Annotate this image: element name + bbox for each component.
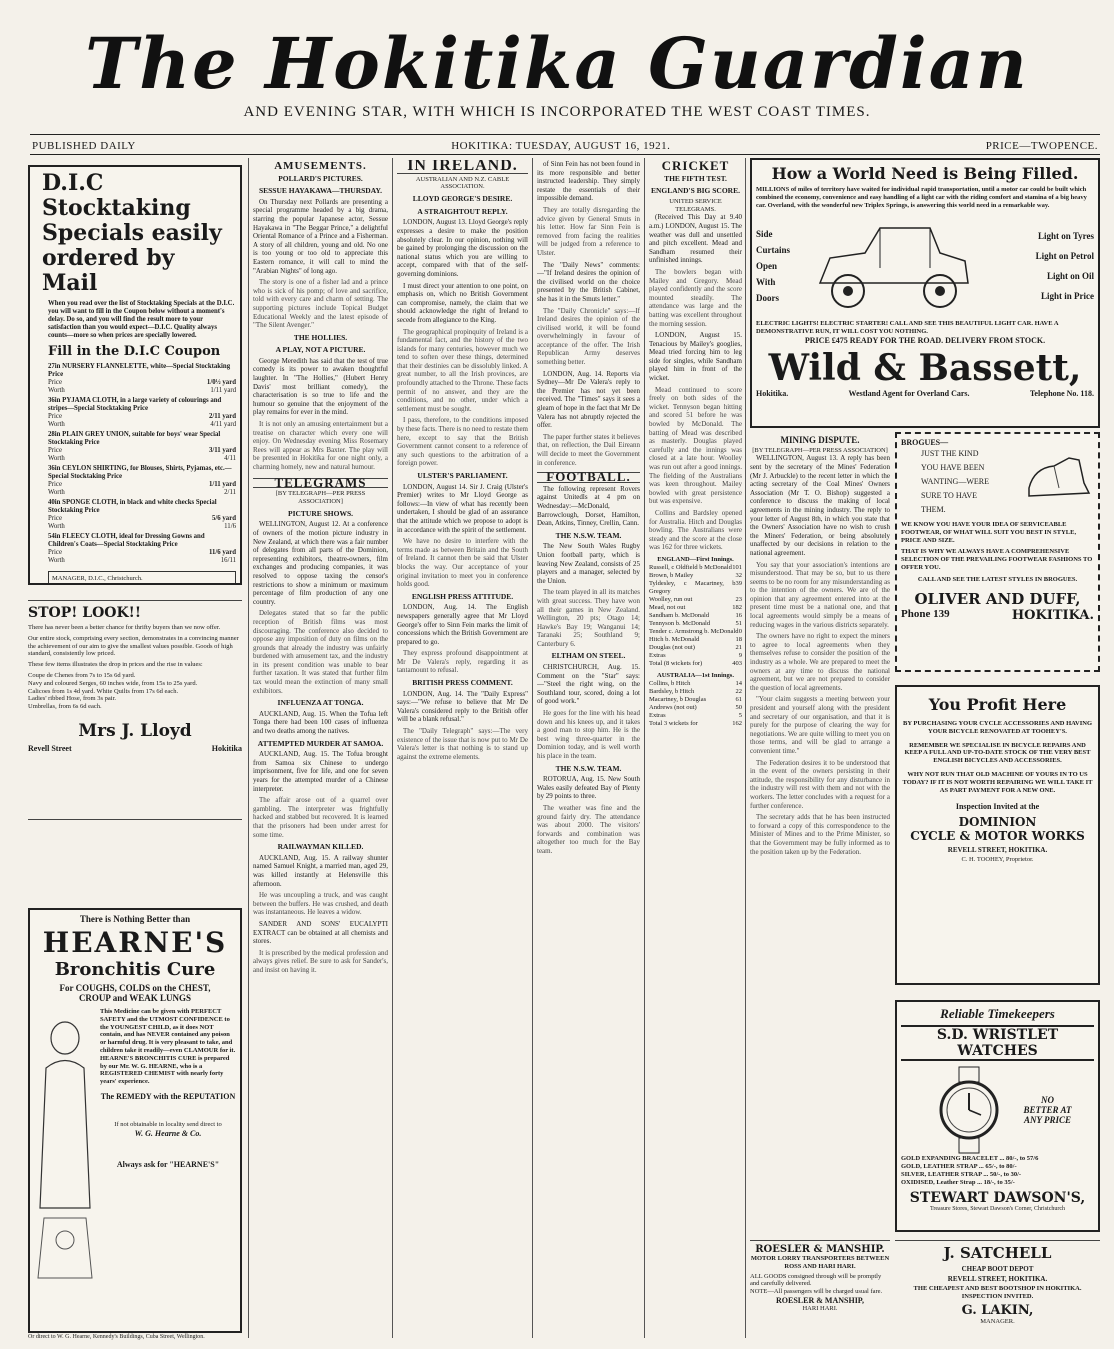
newspaper-subtitle: AND EVENING STAR, WITH WHICH IS INCORPORATED THE WEST COAST TIMES. bbox=[243, 104, 871, 120]
watch-title: S.D. WRISTLET WATCHES bbox=[901, 1025, 1094, 1061]
brogues-name: OLIVER AND DUFF, bbox=[914, 589, 1081, 608]
brogues-ad bbox=[895, 432, 1100, 672]
column-filler: We have no desire to interfere with the terms made as between Britain and the South of Ireland. It cannot then be said that Ulster blocks the way. Our acceptance of your original invitation to meet you in conference holds good. bbox=[397, 537, 528, 589]
stop-look-ad bbox=[28, 600, 242, 820]
column-filler: The story is one of a fisher lad and a prince who is sick of his pomp; of love and sacrifice, told with every care and charm of setting. The supporting pictures include Topical Budget Educational Weekly and the latest episode of "The Silent Avenger." bbox=[253, 278, 388, 330]
innings-row bbox=[649, 680, 742, 688]
batsman: Andrews (not out) bbox=[649, 703, 697, 711]
runs: 32 bbox=[735, 571, 742, 579]
dic-item-worth: 11/6 bbox=[224, 523, 236, 530]
rotorua-heading: THE N.S.W. TEAM. bbox=[555, 763, 622, 773]
dic-form-text bbox=[52, 583, 232, 585]
dic-item-worth: 2/11 bbox=[224, 489, 236, 496]
brogues-line: JUST THE KIND bbox=[921, 449, 979, 458]
rotorua-text: ROTORUA, Aug. 15. New South Wales easily defeated Bay of Plenty by 29 points to three. bbox=[537, 775, 640, 801]
roesler-manship-ad bbox=[750, 1240, 890, 1340]
australia-innings-title: AUSTRALIA—1st Innings. bbox=[657, 671, 734, 679]
column-amusements bbox=[253, 160, 388, 1340]
column-filler: He was uncoupling a truck, and was caught between the buffers. He was crushed, and death was instantaneous. He leaves a widow. bbox=[253, 891, 388, 917]
roesler-town: HARI HARI. bbox=[802, 1304, 838, 1312]
car-feature-right: Light on Oil bbox=[1046, 270, 1094, 281]
hearne-ask: Always ask for "HEARNE'S" bbox=[116, 1159, 220, 1169]
pollards-subheading: SESSUE HAYAKAWA—THURSDAY. bbox=[258, 186, 383, 196]
football-text: The following represent Rovers against Unitedls at 4 pm on Wednesday:—McDonald, Barrowclough, Dorset, Hamilton, Dean, Atkins, Tinney, Crellin, Cann. bbox=[537, 484, 640, 528]
innings-row bbox=[649, 612, 742, 620]
brogues-line: WANTING—WERE bbox=[921, 477, 989, 486]
dic-item-price-label: Price bbox=[48, 515, 62, 522]
mining-note: [BY TELEGRAPH—PER PRESS ASSOCIATION] bbox=[752, 446, 888, 454]
cricket-note: UNITED SERVICE TELEGRAMS. bbox=[669, 197, 722, 213]
car-dealer: Wild & Bassett, bbox=[768, 346, 1082, 389]
picture-shows-text: WELLINGTON, August 12. At a conference of owners of the motion picture industry in New Zealand, at which there was a fair number of delegates from all parts of the Dominion, representing exhibitors, theatre-owners, film exchanges and producing companies, it was resolved to oppose taxing the censor's restrictions to show a minimum or maximum percentage of film production of any one country. bbox=[253, 520, 388, 606]
dic-item bbox=[48, 499, 236, 531]
brogue-shoe-illustration bbox=[1024, 438, 1094, 508]
dic-item-price: 5/6 yard bbox=[212, 515, 236, 522]
profit-line: BY PURCHASING YOUR CYCLE ACCESSORIES AND HAVING YOUR BICYCLE RENOVATED AT TOOHEY'S. bbox=[902, 720, 1092, 735]
roesler-l3: NOTE—All passengers will be charged usual fare. bbox=[750, 1288, 883, 1296]
column-filler: The "Daily Chronicle" says:—If Ireland desires the opinion of the civilised world, it will be found overwhelmingly in favour of acceptance of the offer. The Irish Republican Army deserves something better. bbox=[537, 306, 640, 367]
masthead-rule-bottom bbox=[30, 154, 1100, 155]
column-filler: They express profound disappointment at Mr De Valera's reply, regarding it as tantamount to refusal. bbox=[397, 649, 528, 675]
batsman: Russell, c Oldfield b McDonald bbox=[649, 563, 732, 571]
stop-title: STOP! LOOK!! bbox=[28, 605, 141, 621]
car-feature-right: Light in Price bbox=[1041, 290, 1094, 301]
satchell-l3: THE CHEAPEST AND BEST BOOTSHOP IN HOKITIKA. INSPECTION INVITED. bbox=[913, 1285, 1082, 1300]
brogues-phone: Phone 139 bbox=[901, 607, 950, 620]
satchell-l2: REVELL STREET, HOKITIKA. bbox=[947, 1275, 1048, 1283]
column-mining bbox=[750, 432, 890, 1332]
brogues-text-2: THAT IS WHY WE ALWAYS HAVE A COMPREHENSIVE SELECTION OF THE PREVAILING FOOTWEAR FASHIONS TO OFFER YOU. bbox=[901, 548, 1093, 571]
stop-l4: Ladies' ribbed Hose, from 3s pair. bbox=[28, 695, 116, 703]
innings-row bbox=[649, 652, 742, 660]
car-feature-left: Open bbox=[756, 260, 778, 271]
batsman: Tennyson b. McDonald bbox=[649, 619, 711, 627]
dic-item-price: 3/11 yard bbox=[208, 447, 236, 454]
dic-ad bbox=[28, 165, 242, 585]
dic-item-worth: 4/11 bbox=[224, 455, 236, 462]
published-label: PUBLISHED DAILY bbox=[32, 140, 136, 152]
column-rule bbox=[644, 158, 645, 1338]
railway-heading: RAILWAYMAN KILLED. bbox=[277, 842, 364, 852]
samoa-heading: ATTEMPTED MURDER AT SAMOA. bbox=[257, 738, 384, 748]
pollards-heading: POLLARD'S PICTURES. bbox=[278, 173, 363, 183]
profit-name-1: DOMINION bbox=[958, 815, 1037, 830]
dic-item-price: 1/11 yard bbox=[208, 481, 236, 488]
dic-item-price: 11/6 yard bbox=[208, 549, 236, 556]
sinnfein-text-1: of Sinn Fein has not been found in its more responsible and better instructed leadership. They simply restate the essentials of their impossible demand. bbox=[537, 160, 640, 203]
british-text: LONDON, Aug. 14. The "Daily Express" says:—"We refuse to believe that Mr De Valera's considered reply to the British offer will be a blank refusal." bbox=[397, 689, 528, 724]
stewart-dawson-watch-ad bbox=[895, 1000, 1100, 1232]
cricket-score-heading: ENGLAND'S BIG SCORE. bbox=[651, 186, 740, 196]
sinnfein-text-2: The "Daily News" comments:—"If Ireland desires the opinion of the civilised world on the choice presented by the British Cabinet, she has it in the Smuts letter." bbox=[537, 260, 640, 303]
issue-date: HOKITIKA: TUESDAY, AUGUST 16, 1921. bbox=[451, 140, 671, 152]
car-starter: ELECTRIC LIGHTS! ELECTRIC STARTER! CALL AND SEE THIS BEAUTIFUL LIGHT CAR. HAVE A DEMONSTRATIVE RUN, IT WILL COST YOU NOTHING. bbox=[756, 320, 1059, 336]
dic-item bbox=[48, 431, 236, 463]
satchell-l1: CHEAP BOOT DEPOT bbox=[961, 1265, 1034, 1273]
roesler-title: ROESLER & MANSHIP. bbox=[755, 1244, 885, 1255]
dic-intro: When you read over the list of Stocktaking Specials at the D.I.C. you will want to fill in the Coupon below without a moment's delay. Do so, and you will find the result more to your satisfaction than you would expect—D.I.C. Quality always counts—more so when prices are specially lowered. bbox=[48, 300, 235, 339]
runs: 61 bbox=[735, 695, 742, 703]
innings-row bbox=[649, 572, 742, 580]
stop-p3: These few items illustrates the drop in prices and the rise in values: bbox=[28, 661, 203, 669]
column-cricket bbox=[649, 160, 742, 1340]
hearne-top: There is Nothing Better than bbox=[79, 914, 191, 924]
profit-proprietor: C. H. TOOHEY, Proprietor. bbox=[961, 856, 1034, 864]
stop-l1: Coupe de Chenes from 7s to 15s 6d yard. bbox=[28, 671, 136, 679]
column-filler: Collins and Bardsley opened for Australia. Hitch and Douglas bowling. The Australians were steady and the score at the close was 162 for three wickets. bbox=[649, 508, 742, 552]
batsman: Collins, b Hitch bbox=[649, 679, 691, 687]
dic-item-worth-label: Worth bbox=[48, 523, 65, 530]
hearne-body: This Medicine can be given with PERFECT SAFETY and the UTMOST CONFIDENCE to the YOUNGEST CHILD, as it does NOT contain, and has NEVER contained any poison or harmful drug. It is very pleasant to take, and children take it readily—even CLAMOUR for it. HEARNE'S BRONCHITIS CURE is prepared by our Mr. W. G. HEARNE, who is a REGISTERED CHEMIST with nearly forty years' experience. bbox=[100, 1008, 236, 1086]
column-filler: The affair arose out of a quarrel over gambling. The interpreter was frightfully hacked and stabbed but recovered. It is learned that the prisoners had been under arrest for some time. bbox=[253, 796, 388, 839]
stop-p2: Our entire stock, comprising every section, demonstrates in a convincing manner the achievement of our aim to give the smallest values possible. Goods of high standard, consistently low priced. bbox=[28, 634, 239, 658]
hearne-obtain: If not obtainable in locality send direct to bbox=[114, 1120, 222, 1128]
innings-row bbox=[649, 564, 742, 572]
dic-item-worth-label: Worth bbox=[48, 387, 65, 394]
batsman: Total (8 wickets for) bbox=[649, 659, 703, 667]
brogues-line: YOU HAVE BEEN bbox=[921, 463, 985, 472]
sander-text: SANDER AND SONS' EUCALYPTI EXTRACT can be obtained at all chemists and stores. bbox=[253, 919, 388, 946]
stop-street: Revell Street bbox=[28, 743, 72, 753]
dic-item-text: 36in PYJAMA CLOTH, in a large variety of colourings and stripes—Special Stocktaking Price bbox=[48, 397, 222, 412]
profit-street: REVELL STREET, HOKITIKA. bbox=[947, 846, 1048, 855]
batsman: Bardsley, b Hitch bbox=[649, 687, 695, 695]
masthead bbox=[0, 0, 1114, 150]
wristwatch-illustration bbox=[924, 1065, 1014, 1155]
runs: 403 bbox=[732, 659, 742, 667]
dic-item bbox=[48, 363, 236, 395]
hearne-for-2: CROUP and WEAK LUNGS bbox=[78, 993, 192, 1003]
dic-order-form bbox=[48, 571, 236, 585]
press-heading: ENGLISH PRESS ATTITUDE. bbox=[411, 591, 514, 601]
stop-l3: Calicoes from 1s 4d yard. White Quilts from 17s 6d each. bbox=[28, 687, 179, 695]
batsman: Douglas (not out) bbox=[649, 643, 695, 651]
brogues-text-3: CALL AND SEE THE LATEST STYLES IN BROGUES. bbox=[917, 575, 1078, 583]
dic-item-text: 40in SPONGE CLOTH, in black and white checks Special Stocktaking Price bbox=[48, 499, 217, 514]
england-innings-table bbox=[649, 564, 742, 668]
innings-row bbox=[649, 596, 742, 604]
picture-shows-heading: PICTURE SHOWS. bbox=[287, 508, 353, 518]
dic-item-price: 1/0½ yard bbox=[206, 379, 236, 386]
hearne-name: HEARNE'S bbox=[42, 926, 228, 959]
column-filler: You say that your association's intentions are misunderstood. That may be so, but to us there seems to be no room for any misunderstanding as to the intention of the owners. We are of the opinion that any agreement entered into at the present time must be a national one, and that local agreements would simply be a means of reducing wages in the various districts separately. bbox=[750, 560, 890, 629]
roesler-name: ROESLER & MANSHIP, bbox=[776, 1295, 864, 1305]
dic-item-price-label: Price bbox=[48, 379, 62, 386]
watch-price-item: GOLD, LEATHER STRAP ... 65/-, to 80/- bbox=[901, 1163, 1017, 1170]
car-feature-left: With bbox=[756, 276, 776, 287]
column-filler: "Your claim suggests a meeting between your president and yourself along with the president and secretary of our organisation, and that it is purely for the purpose of clearing the way for negotiations. We are quite willing to meet you on those terms, and will be glad to arrange a convenient time." bbox=[750, 695, 890, 755]
hearne-ad bbox=[28, 908, 242, 1333]
column-filler: The secretary adds that he has been instructed to forward a copy of this correspondence to the Minister of Mines and to the Prime Minister, so that the Government may be fully informed as to the position taken up by the Federation. bbox=[750, 813, 890, 856]
influenza-text: AUCKLAND, Aug. 15. When the Tofua left Tonga there had been 100 cases of influenza and two deaths among the natives. bbox=[253, 709, 388, 736]
innings-row bbox=[649, 704, 742, 712]
eltham-heading: ELTHAM ON STEEL. bbox=[551, 651, 626, 661]
watch-dealer-name: STEWART DAWSON'S, bbox=[909, 1190, 1086, 1206]
hollies-text: George Meredith has said that the test of true comedy is its power to awaken thoughtful laughter. In "The Hollies," (Hubert Henry Davis' most brilliant comedy), the characterisation is so true to life and the humour so genuine that the enjoyment of the play remains for ever in the mind. bbox=[253, 356, 388, 417]
batsman: Extras bbox=[649, 651, 666, 659]
column-filler: He goes for the line with his head down and his knees up, and it takes a good man to stop him. He is the best wing three-quarter in the Dominion today, and is well worth his place in the team. bbox=[537, 709, 640, 760]
dateline bbox=[32, 140, 1098, 152]
dic-item bbox=[48, 397, 236, 429]
satchell-manager-role: MANAGER. bbox=[980, 1317, 1015, 1325]
dic-item-text: 28in PLAIN GREY UNION, suitable for boys' wear Special Stocktaking Price bbox=[48, 431, 221, 446]
eltham-text: CHRISTCHURCH, Aug. 15. Comment on the "Star" says:—"Steel the right wing, on the Southland tour, scored, doing a lot of good work." bbox=[537, 663, 640, 706]
cricket-heading: CRICKET bbox=[661, 160, 730, 173]
batsman: Sandham b. McDonald bbox=[649, 611, 710, 619]
dic-item-worth-label: Worth bbox=[48, 489, 65, 496]
hearne-footer: Or direct to W. G. Hearne, Kennedy's Buildings, Cuba Street, Wellington. bbox=[28, 1334, 205, 1340]
innings-row bbox=[649, 604, 742, 612]
column-filler: The geographical propinquity of Ireland is a fundamental fact, and the history of the two islands for many centuries, however much we tend to soften over these things, determined that their destinies can be dissolubly linked. A great number, to all the Irish provinces, are profoundly attached to the Throne. These facts permit of no answer, and they are the conditions, and no other, under which a settlement must be sought. bbox=[397, 327, 528, 413]
roesler-l2: ALL GOODS consigned through will be promptly and carefully delivered. bbox=[750, 1272, 882, 1288]
batsman: Woolley, run out bbox=[649, 595, 693, 603]
column-filler: The Federation desires it to be understood that in the event of the owners persisting in their attitude, the responsibility for any disturbance in the industry will rest with them and not with the workers. The letter concludes with a request for a further conference. bbox=[750, 758, 890, 810]
column-rule bbox=[745, 158, 746, 1338]
ulster-heading: ULSTER'S PARLIAMENT. bbox=[417, 471, 508, 480]
satchell-manager-name: G. LAKIN, bbox=[961, 1302, 1034, 1318]
car-phone: Telephone No. 118. bbox=[1029, 388, 1094, 398]
football-heading: FOOTBALL. bbox=[537, 472, 640, 483]
roesler-l1: MOTOR LORRY TRANSPORTERS BETWEEN ROSS AND HARI HARI. bbox=[750, 1255, 890, 1270]
cricket-text-1: (Received This Day at 9.40 a.m.) LONDON, August 15. The weather was dull and unsettled and pitch excellent. Mead and Sandham resumed their unfinished innings. bbox=[649, 213, 742, 265]
innings-row bbox=[649, 712, 742, 720]
ulster-text: LONDON, August 14. Sir J. Craig (Ulster's Premier) writes to Mr Lloyd George as follows:—In view of what has recently been undertaken, I should be glad of an assurance that the attitude which we propose to adopt is in accordance with the spirit of the settlement. bbox=[397, 482, 528, 534]
hearne-for-1: For COUGHS, COLDS on the CHEST, bbox=[59, 983, 211, 993]
dic-item-worth: 4/11 yard bbox=[210, 421, 236, 428]
car-agent: Westland Agent for Overland Cars. bbox=[848, 388, 970, 398]
dic-item-price-label: Price bbox=[48, 413, 62, 420]
hearne-company: W. G. Hearne & Co. bbox=[134, 1128, 202, 1138]
ireland-text-2: I must direct your attention to one point, on emphasis on, which no British Government can compromise, namely, the claim that we should acknowledge the right of Ireland to secede from allegiance to the King. bbox=[397, 281, 528, 324]
brogues-text-1: WE KNOW YOU HAVE YOUR IDEA OF SERVICEABLE FOOTWEAR, OF WHAT WILL SUIT YOU BEST IN STYLE, PRICE AND SIZE. bbox=[901, 521, 1077, 544]
stop-l2: Navy and coloured Serges, 60 inches wide, from 15s to 25s yard. bbox=[28, 679, 198, 687]
profit-lines bbox=[901, 720, 1094, 794]
dic-item-price-label: Price bbox=[48, 481, 62, 488]
toohey-cycle-ad bbox=[895, 685, 1100, 985]
samoa-text: AUCKLAND, Aug. 15. The Tofua brought from Samoa six Chinese to undergo imprisonment, five for life, and one for seven years for the attempted murder of a Chinese interpreter. bbox=[253, 750, 388, 793]
batsman: Mead, not out bbox=[649, 603, 686, 611]
profit-inspection: Inspection Invited at the bbox=[955, 802, 1040, 812]
car-features-right bbox=[975, 226, 1094, 306]
dic-item-worth: 1/11 yard bbox=[210, 387, 236, 394]
dic-item-price-label: Price bbox=[48, 549, 62, 556]
runs: 14 bbox=[735, 679, 742, 687]
runs: 16 bbox=[735, 611, 742, 619]
brogues-lines bbox=[921, 447, 1024, 517]
batsman: Hitch b. McDonald bbox=[649, 635, 700, 643]
railway-text: AUCKLAND, Aug. 15. A railway shunter named Samuel Knight, a married man, aged 29, was killed instantly at Helensville this afternoon. bbox=[253, 853, 388, 888]
dic-item-list bbox=[48, 363, 236, 565]
column-rule bbox=[392, 158, 393, 1338]
mining-text: WELLINGTON, August 13. A reply has been sent by the secretary of the Mines' Federation (Mr J. Arbuckle) to the recent letter in which the acting secretary of the Coal Mines' Owners Association (Mr T. O. Bishop) suggested a conference to discuss the making of local agreements in the mining industry. The reply to your letter of August 8th, in which you state that the Owners' Association have no wish to crush the Miners' Federation, or being absolutely unaffected by our decisions in relation to the national agreement. bbox=[750, 454, 890, 557]
hearne-product: Bronchitis Cure bbox=[54, 959, 216, 980]
stop-l5: Umbrellas, from 6s 6d each. bbox=[28, 703, 102, 711]
column-filler: The paper further states it believes that, on reflection, the Dail Eireann will decide to meet the Government in conference. bbox=[537, 432, 640, 467]
brogues-line: SURE TO HAVE bbox=[921, 491, 978, 500]
batsman: Tyldesley, c Macartney, b Gregory bbox=[649, 579, 736, 595]
car-price: PRICE £475 READY FOR THE ROAD. DELIVERY FROM STOCK. bbox=[804, 335, 1046, 345]
press-text: LONDON, Aug. 14. The English newspapers generally agree that Mr Lloyd George's offer to Sinn Fein marks the limit of concessions which the British Government are prepared to go. bbox=[397, 603, 528, 646]
innings-row bbox=[649, 628, 742, 636]
column-filler: The weather was fine and the ground fairly dry. The attendance was about 2000. The visitors' forwards and combination was altogether too much for the Bay team. bbox=[537, 803, 640, 855]
innings-row bbox=[649, 660, 742, 668]
runs: 50 bbox=[735, 703, 742, 711]
dic-headline-3: ordered by Mail bbox=[42, 245, 175, 296]
runs: 162 bbox=[732, 719, 742, 727]
dic-item-worth-label: Worth bbox=[48, 421, 65, 428]
nsw-text: The New South Wales Rugby Union football party, which is leaving New Zealand, consists of 25 players and a manager, selected by the Union. bbox=[537, 542, 640, 585]
column-rule bbox=[532, 158, 533, 1338]
column-rule bbox=[248, 158, 249, 1338]
column-filler: The bowlers began with Mailey and Gregory. Mead played confidently and the score mounted steadily. The attendance was large and the batting was excellent throughout the morning session. bbox=[649, 267, 742, 328]
hearne-remedy: The REMEDY with the REPUTATION bbox=[100, 1091, 236, 1101]
column-filler: It is prescribed by the medical profession and always gives relief. Be sure to ask for Sander's, and insist on having it. bbox=[253, 948, 388, 974]
innings-row bbox=[649, 636, 742, 644]
dic-item bbox=[48, 533, 236, 565]
influenza-heading: INFLUENZA AT TONGA. bbox=[277, 698, 364, 708]
watch-price-item: OXIDISED, Leather Strap ... 18/-, to 35/- bbox=[901, 1179, 1015, 1186]
stop-town: Hokitika bbox=[211, 743, 242, 753]
ireland-sub-2: A STRAIGHTOUT REPLY. bbox=[417, 206, 508, 216]
stop-p1: There has never been a better chance for thrifty buyers than we now offer. bbox=[28, 624, 221, 631]
column-sinn-fein-football bbox=[537, 160, 640, 1340]
dic-form-to: MANAGER, D.I.C., Christchurch. bbox=[52, 575, 143, 582]
cricket-text-2: LONDON, August 15. Tenacious by Mailey's googlies, Mead tried forcing him to leg side for singles, while Sandham played him in front of the wicket. bbox=[649, 331, 742, 383]
batsman: Macartney, b Douglas bbox=[649, 695, 707, 703]
runs: 182 bbox=[732, 603, 742, 611]
dic-item-worth-label: Worth bbox=[48, 557, 65, 564]
watch-reliable: Reliable Timekeepers bbox=[940, 1006, 1055, 1021]
runs: 5 bbox=[738, 711, 742, 719]
car-feature-right: Light on Tyres bbox=[1037, 230, 1094, 241]
profit-line: REMEMBER WE SPECIALISE IN BICYCLE REPAIRS AND KEEP A FULL AND UP-TO-DATE STOCK OF THE VERY BEST ENGLISH BICYCLES AND ACCESSORIES. bbox=[904, 741, 1091, 765]
car-feature-left: Curtains bbox=[756, 244, 791, 255]
overland-car-illustration bbox=[810, 213, 975, 318]
hollies-heading: THE HOLLIES. bbox=[293, 332, 348, 342]
column-filler: The owners have no right to expect the miners to agree to local agreements when they themselves refuse to consider the position of the industry as a whole. We are prepared to meet the owners at any time to discuss the national agreement, but we are not prepared to consider the question of local agreements. bbox=[750, 632, 890, 692]
column-filler: It is not only an amusing entertainment but a treatise on character which every one will enjoy. On Wednesday evening Miss Rosemary Rees will appear as Mrs Baxter. The play will be presented in Hokitika for one night only, a charming homely, new and natural humour. bbox=[253, 420, 388, 471]
watch-price-item: SILVER, LEATHER STRAP ... 50/-, to 30/- bbox=[901, 1171, 1022, 1178]
runs: 22 bbox=[735, 687, 742, 695]
british-heading: BRITISH PRESS COMMENT. bbox=[412, 678, 513, 688]
column-ireland bbox=[397, 160, 528, 1340]
ireland-heading: IN IRELAND. bbox=[397, 162, 528, 174]
car-town: Hokitika. bbox=[756, 388, 789, 398]
brogues-town: HOKITIKA. bbox=[1011, 607, 1094, 623]
runs: 51 bbox=[735, 619, 742, 627]
hollies-subheading: A PLAY, NOT A PICTURE. bbox=[275, 345, 366, 355]
dic-item-price-label: Price bbox=[48, 447, 62, 454]
ireland-sub-1: LLOYD GEORGE'S DESIRE. bbox=[412, 194, 513, 204]
batsman: Tender c. Armstrong b. McDonald bbox=[649, 627, 739, 635]
column-filler: Delegates stated that so far the public reception of British films was most discouraging. The conference also decided to oppose any imposition of duty on films on the grounds that already the industry was unfairly burdened with amusement tax, and the industry in its present condition was unable to bear further taxation. It was stated that further film tax would mean the extinction of many small exhibitors. bbox=[253, 609, 388, 695]
car-headline: How a World Need is Being Filled. bbox=[771, 164, 1079, 183]
dic-coupon-title: Fill in the D.I.C Coupon bbox=[48, 344, 221, 359]
satchell-ad bbox=[895, 1240, 1100, 1340]
runs: 21 bbox=[735, 643, 742, 651]
dic-headline-2: Specials easily bbox=[42, 220, 222, 246]
mining-heading: MINING DISPUTE. bbox=[780, 435, 860, 445]
price-label: PRICE—TWOPENCE. bbox=[985, 140, 1098, 152]
satchell-title: J. SATCHELL bbox=[943, 1244, 1052, 1262]
dic-item-price: 2/11 yard bbox=[208, 413, 236, 420]
profit-line: WHY NOT RUN THAT OLD MACHINE OF YOURS IN TO US TODAY? IF IT IS NOT WORTH REPAIRING WE WILL TAKE IT AS PART PAYMENT FOR A NEW ONE. bbox=[902, 770, 1093, 794]
nsw-heading: THE N.S.W. TEAM. bbox=[555, 530, 622, 540]
profit-name-2: CYCLE & MOTOR WORKS bbox=[910, 829, 1085, 844]
innings-row bbox=[649, 696, 742, 704]
watch-best: NO BETTER AT ANY PRICE bbox=[1023, 1095, 1072, 1125]
amusements-heading: AMUSEMENTS. bbox=[274, 160, 367, 172]
masthead-rule-top bbox=[30, 134, 1100, 135]
runs: 23 bbox=[735, 595, 742, 603]
runs: 18 bbox=[735, 635, 742, 643]
watch-address: Treasure Stores, Stewart Dawson's Corner, Christchurch bbox=[929, 1206, 1066, 1212]
dic-item-text: 54in FLEECY CLOTH, ideal for Dressing Gowns and Children's Coats—Special Stocktaking Price bbox=[48, 533, 205, 548]
england-innings-title: ENGLAND—First Innings. bbox=[657, 555, 734, 563]
dic-headline-1: D.I.C Stocktaking bbox=[42, 170, 191, 221]
innings-row bbox=[649, 720, 742, 728]
dic-item-text: 27in NURSERY FLANNELETTE, white—Special Stocktaking Price bbox=[48, 363, 231, 378]
brogues-title: BROGUES— bbox=[901, 438, 949, 447]
watch-price-item: GOLD EXPANDING BRACELET ... 80/-, to 57/6 bbox=[901, 1155, 1039, 1162]
innings-row bbox=[649, 580, 742, 596]
innings-row bbox=[649, 688, 742, 696]
column-filler: The "Daily Telegraph" says:—The very existence of the issue that is now put to Mr De Valera's letter is that nothing is to stand up against the extreme elements. bbox=[397, 727, 528, 761]
dic-item-text: 36in CEYLON SHIRTING, for Blouses, Shirts, Pyjamas, etc.—Special Stocktaking Price bbox=[48, 465, 232, 480]
runs: 0 bbox=[738, 627, 742, 635]
car-text: MILLIONS of miles of territory have waited for individual rapid transportation, until a motor car could be built which combined the economy, convenience and easy handling of a light car with the riding comfort and stamina of a big heavy car. Overland, with the wonderful new Triplex Springs, is answering this world need in a remarkable way. bbox=[756, 186, 1087, 209]
batsman: Brown, b Mailey bbox=[649, 571, 694, 579]
cricket-test-heading: THE FIFTH TEST. bbox=[664, 173, 727, 183]
column-filler: The team played in all its matches with great success. They have won all their games in New Zealand. Wellington, 20 pts; Otago 14; Hawke's Bay 19; Wanganui 14; Taranaki 25; Southland 9; Canterbury 6. bbox=[537, 588, 640, 648]
pollards-text: On Thursday next Pollards are presenting a special programme headed by a big drama, starring the popular Japanese actor, Sessue Hayakawa in "The Beggar Prince," a delightful Oriental Romance of a Prince and a Fisherman. A story of all children, young and old. No one is too young or too old to appreciate this Eastern romance, it will call to mind the "Arabian Nights" of long ago. bbox=[253, 197, 388, 275]
overland-car-ad bbox=[750, 158, 1100, 428]
runs: 39 bbox=[735, 579, 742, 587]
profit-title: You Profit Here bbox=[928, 695, 1067, 714]
column-filler: They are totally disregarding the advice given by General Smuts in his letter. How far Sinn Fein is removed from facing the realities will be judged from a reference to Ulster. bbox=[537, 205, 640, 257]
dic-item-worth: 16/11 bbox=[220, 557, 236, 564]
watch-price-list bbox=[901, 1155, 1094, 1187]
car-feature-right: Light on Petrol bbox=[1035, 250, 1094, 261]
runs: 9 bbox=[738, 651, 742, 659]
australia-innings-table bbox=[649, 680, 742, 728]
brogues-line: THEM. bbox=[921, 505, 946, 514]
telegrams-heading: TELEGRAMS bbox=[253, 478, 388, 489]
car-feature-left: Side bbox=[756, 228, 773, 239]
telegrams-note: [BY TELEGRAPH—PER PRESS ASSOCIATION] bbox=[275, 490, 366, 505]
sinnfein-text-3: LONDON, Aug. 14. Reports via Sydney—Mr De Valera's reply to the Premier has not yet been received. The "Times" says it sees a gleam of hope in the fact that Mr De Valera has not abruptly rejected the offer. bbox=[537, 369, 640, 430]
car-feature-left: Doors bbox=[756, 292, 779, 303]
batsman: Total 3 wickets for bbox=[649, 719, 698, 727]
innings-row bbox=[649, 644, 742, 652]
stop-name: Mrs J. Lloyd bbox=[78, 720, 192, 741]
dic-item-worth-label: Worth bbox=[48, 455, 65, 462]
innings-row bbox=[649, 620, 742, 628]
runs: 101 bbox=[732, 563, 742, 571]
ireland-note: AUSTRALIAN AND N.Z. CABLE ASSOCIATION. bbox=[415, 175, 510, 191]
newspaper-title: The Hokitika Guardian bbox=[85, 22, 1029, 105]
car-features-left bbox=[756, 226, 810, 306]
ireland-text-1: LONDON, August 13. Lloyd George's reply expresses a desire to make the position absolutely clear. In our opinion, nothing will be gained by prolonging the discussion on the national status which you are willing to accept, compared with that of the self-governing dominions. bbox=[397, 218, 528, 278]
column-filler: Mead continued to score freely on both sides of the wicket. Tennyson began hitting and scored 51 before he was bowled by McDonald. The batting of Mead was described as masterly. Douglas played carefully and the innings was closed at a late hour. Woolley was run out after a good innings. The fielding of the Australians was keen throughout. Mailey bowled with great persistence but was expensive. bbox=[649, 385, 742, 506]
batsman: Extras bbox=[649, 711, 666, 719]
dic-item bbox=[48, 465, 236, 497]
column-filler: I pass, therefore, to the conditions imposed by these facts. There is no need to restate them here, except to say that the British Government cannot consent to a reference of any such questions to the arbitration of a foreign power. bbox=[397, 416, 528, 468]
woman-and-child-illustration bbox=[34, 1008, 96, 1288]
